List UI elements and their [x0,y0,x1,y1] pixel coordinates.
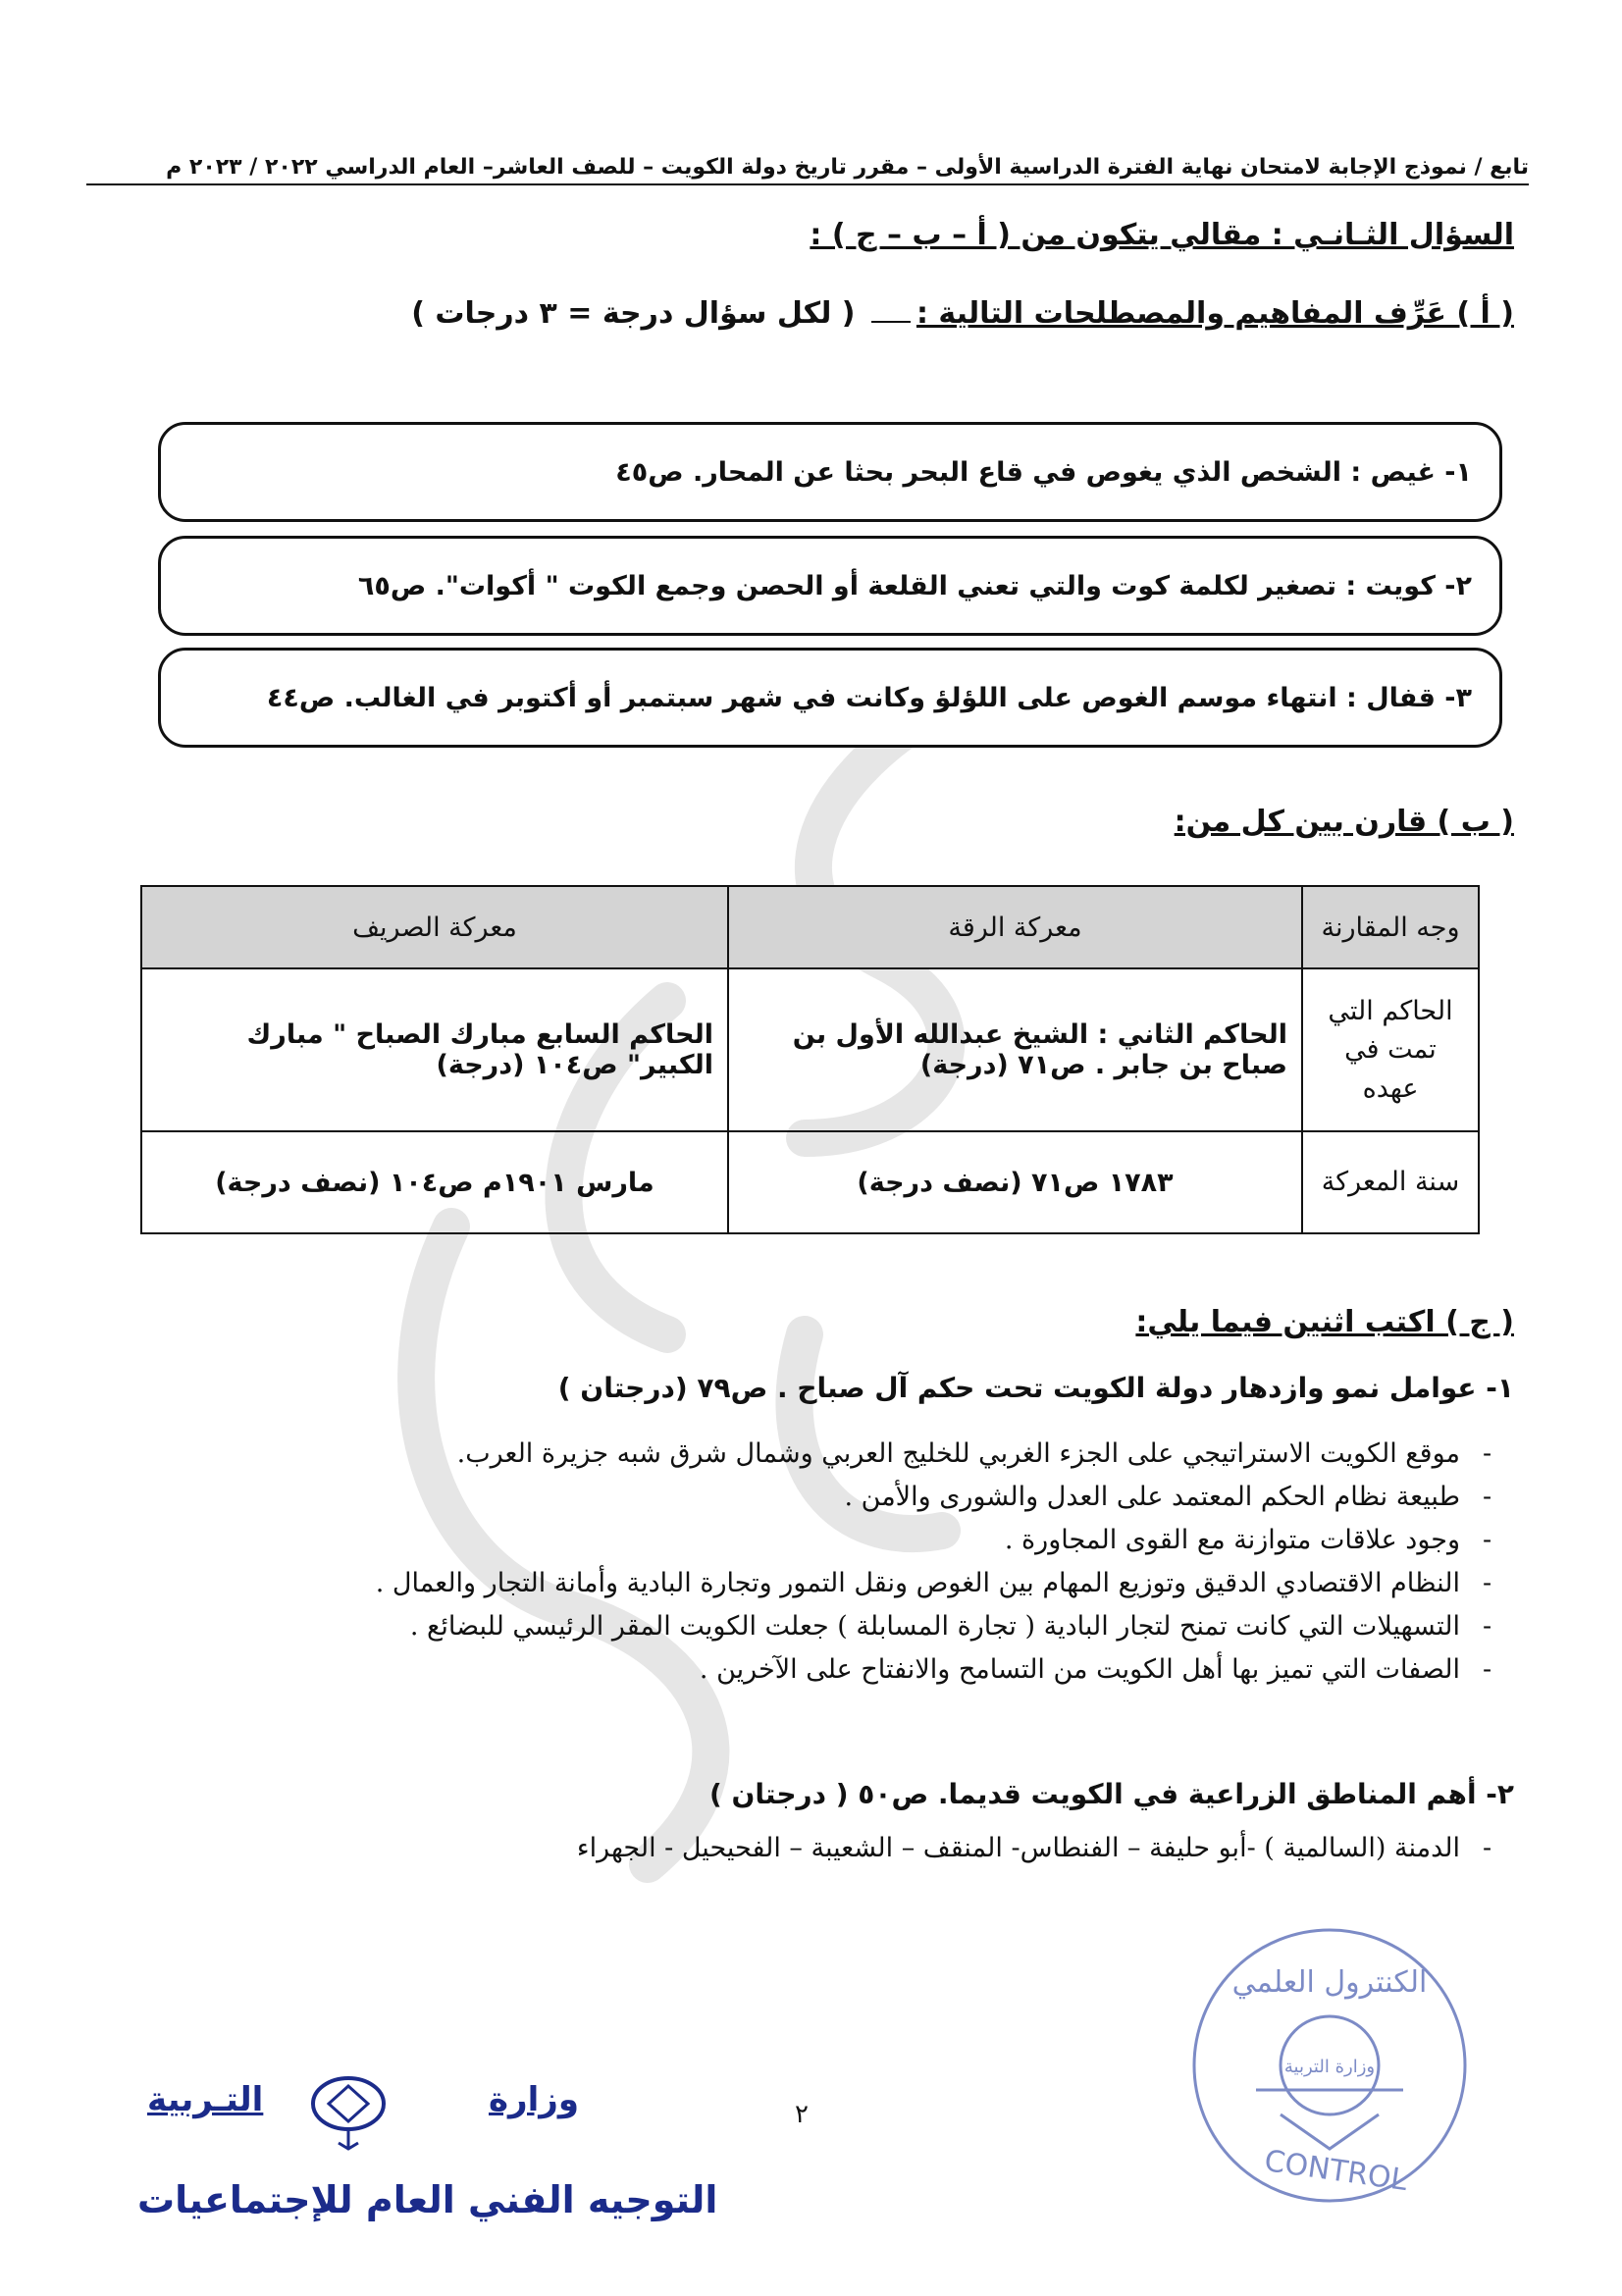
table-header-row [141,886,1479,968]
list-item-text: الدمنة (السالمية ) -أبو حليفة – الفنطاس- المنقف – الشعيبة – الفحيحيل - الجهراء [576,1833,1460,1863]
part-a-score: ( لكل سؤال درجة = ٣ درجات ) [411,296,856,331]
definition-box-2 [158,536,1502,636]
list-item: -وجود علاقات متوازنة مع القوى المجاورة . [1004,1525,1492,1555]
definition-text: ٢- كويت : تصغير لكلمة كوت والتي تعني القلعة أو الحصن وجمع الكوت " أكوات". ص٦٥ [357,570,1472,601]
table-header-cell: معركة الرقة [728,886,1302,968]
list-item: -النظام الاقتصادي الدقيق وتوزيع المهام بين الغوص ونقل التمور وتجارة البادية وأمانة التجار والعمال . [375,1568,1492,1598]
table-cell: الحاكم الثاني : الشيخ عبدالله الأول بن صباح بن جابر . ص٧١ (درجة) [728,968,1302,1131]
part-b-heading [1175,805,1514,839]
definition-box-1 [158,422,1502,522]
list-item-text: طبيعة نظام الحكم المعتمد على العدل والشورى والأمن . [844,1482,1460,1512]
ministry-logo [147,2080,579,2139]
definition-text: ٣- قفال : انتهاء موسم الغوص على اللؤلؤ وكانت في شهر سبتمبر أو أكتوبر في الغالب. ص٤٤ [266,682,1472,713]
table-cell: مارس ١٩٠١م ص١٠٤ (نصف درجة) [141,1131,728,1233]
definition-box-3 [158,648,1502,748]
list-item-text: موقع الكويت الاستراتيجي على الجزء الغربي للخليج العربي وشمال شرق شبه جزيرة العرب. [456,1438,1460,1469]
stamp-english: CONTROL [1262,2144,1410,2199]
list-item: -التسهيلات التي كانت تمنح لتجار البادية ( تجارة المسابلة ) جعلت الكويت المقر الرئيسي للبضائع . [409,1611,1492,1642]
table-header-cell: وجه المقارنة [1302,886,1479,968]
ministry-word: التـربية [147,2080,264,2119]
part-c-item-2-title: ٢- أهم المناطق الزراعية في الكويت قديما. ص٥٠ ( درجتان ) [708,1778,1514,1810]
comparison-table [140,885,1480,1234]
list-item: -طبيعة نظام الحكم المعتمد على العدل والشورى والأمن . [844,1482,1492,1512]
question-2-title: السؤال الثـانـي : مقالي يتكون من ( أ – ب – ج ) : [810,218,1514,252]
part-a-heading [411,296,1514,331]
department-name: التوجيه الفني العام للإجتماعيات [137,2178,718,2221]
part-c-item-1-title: ١- عوامل نمو وازدهار دولة الكويت تحت حكم آل صباح . ص٧٩ (درجتان ) [557,1372,1514,1404]
list-item: -الدمنة (السالمية ) -أبو حليفة – الفنطاس- المنقف – الشعيبة – الفحيحيل - الجهراء [576,1833,1492,1863]
page-header: تابع / نموذج الإجابة لامتحان نهاية الفترة الدراسية الأولى – مقرر تاريخ دولة الكويت – للصف العاشر– العام الدراسي ٢٠٢٢ / ٢٠٢٣ م [86,155,1529,185]
table-cell: الحاكم السابع مبارك الصباح " مبارك الكبير" ص١٠٤ (درجة) [141,968,728,1131]
stamp-title: الكنترول العلمي [1231,1965,1428,2000]
part-c-item-2-list [577,1827,1514,1870]
part-a-label: ( أ ) عَرِّف المفاهيم والمصطلحات التالية : [916,296,1514,331]
table-cell: ١٧٨٣ ص٧١ (نصف درجة) [728,1131,1302,1233]
list-item-text: النظام الاقتصادي الدقيق وتوزيع المهام بين الغوص ونقل التمور وتجارة البادية وأمانة التجار والعمال . [375,1568,1460,1598]
part-c-item-1-list [376,1433,1514,1692]
ministry-word: وزارة [488,2080,579,2119]
part-c-heading [1135,1305,1514,1339]
list-item-text: وجود علاقات متوازنة مع القوى المجاورة . [1004,1525,1460,1555]
list-item: -الصفات التي تميز بها أهل الكويت من التسامح والانفتاح على الآخرين . [699,1654,1492,1685]
page-number: ٢ [795,2100,809,2129]
part-a-underline [871,321,911,323]
part-c-label: ( ج ) اكتب اثنين فيما يلي: [1135,1305,1514,1339]
stamp-subtitle: وزارة التربية [1283,2057,1376,2077]
table-row-key: الحاكم التي تمت في عهده [1302,968,1479,1131]
definition-text: ١- غيص : الشخص الذي يغوص في قاع البحر بحثا عن المحار. ص٤٥ [615,456,1472,488]
control-stamp [1187,1923,1472,2208]
list-item-text: الصفات التي تميز بها أهل الكويت من التسامح والانفتاح على الآخرين . [699,1654,1460,1685]
list-item-text: التسهيلات التي كانت تمنح لتجار البادية ( تجارة المسابلة ) جعلت الكويت المقر الرئيسي للبضائع . [409,1611,1460,1642]
ministry-emblem-icon [304,2074,392,2153]
table-row [141,968,1479,1131]
table-row [141,1131,1479,1233]
list-item: -موقع الكويت الاستراتيجي على الجزء الغربي للخليج العربي وشمال شرق شبه جزيرة العرب. [456,1438,1492,1469]
part-b-label: ( ب ) قارن بين كل من: [1174,805,1514,839]
watermark [255,589,1138,1962]
table-header-cell: معركة الصريف [141,886,728,968]
table-row-key: سنة المعركة [1302,1131,1479,1233]
